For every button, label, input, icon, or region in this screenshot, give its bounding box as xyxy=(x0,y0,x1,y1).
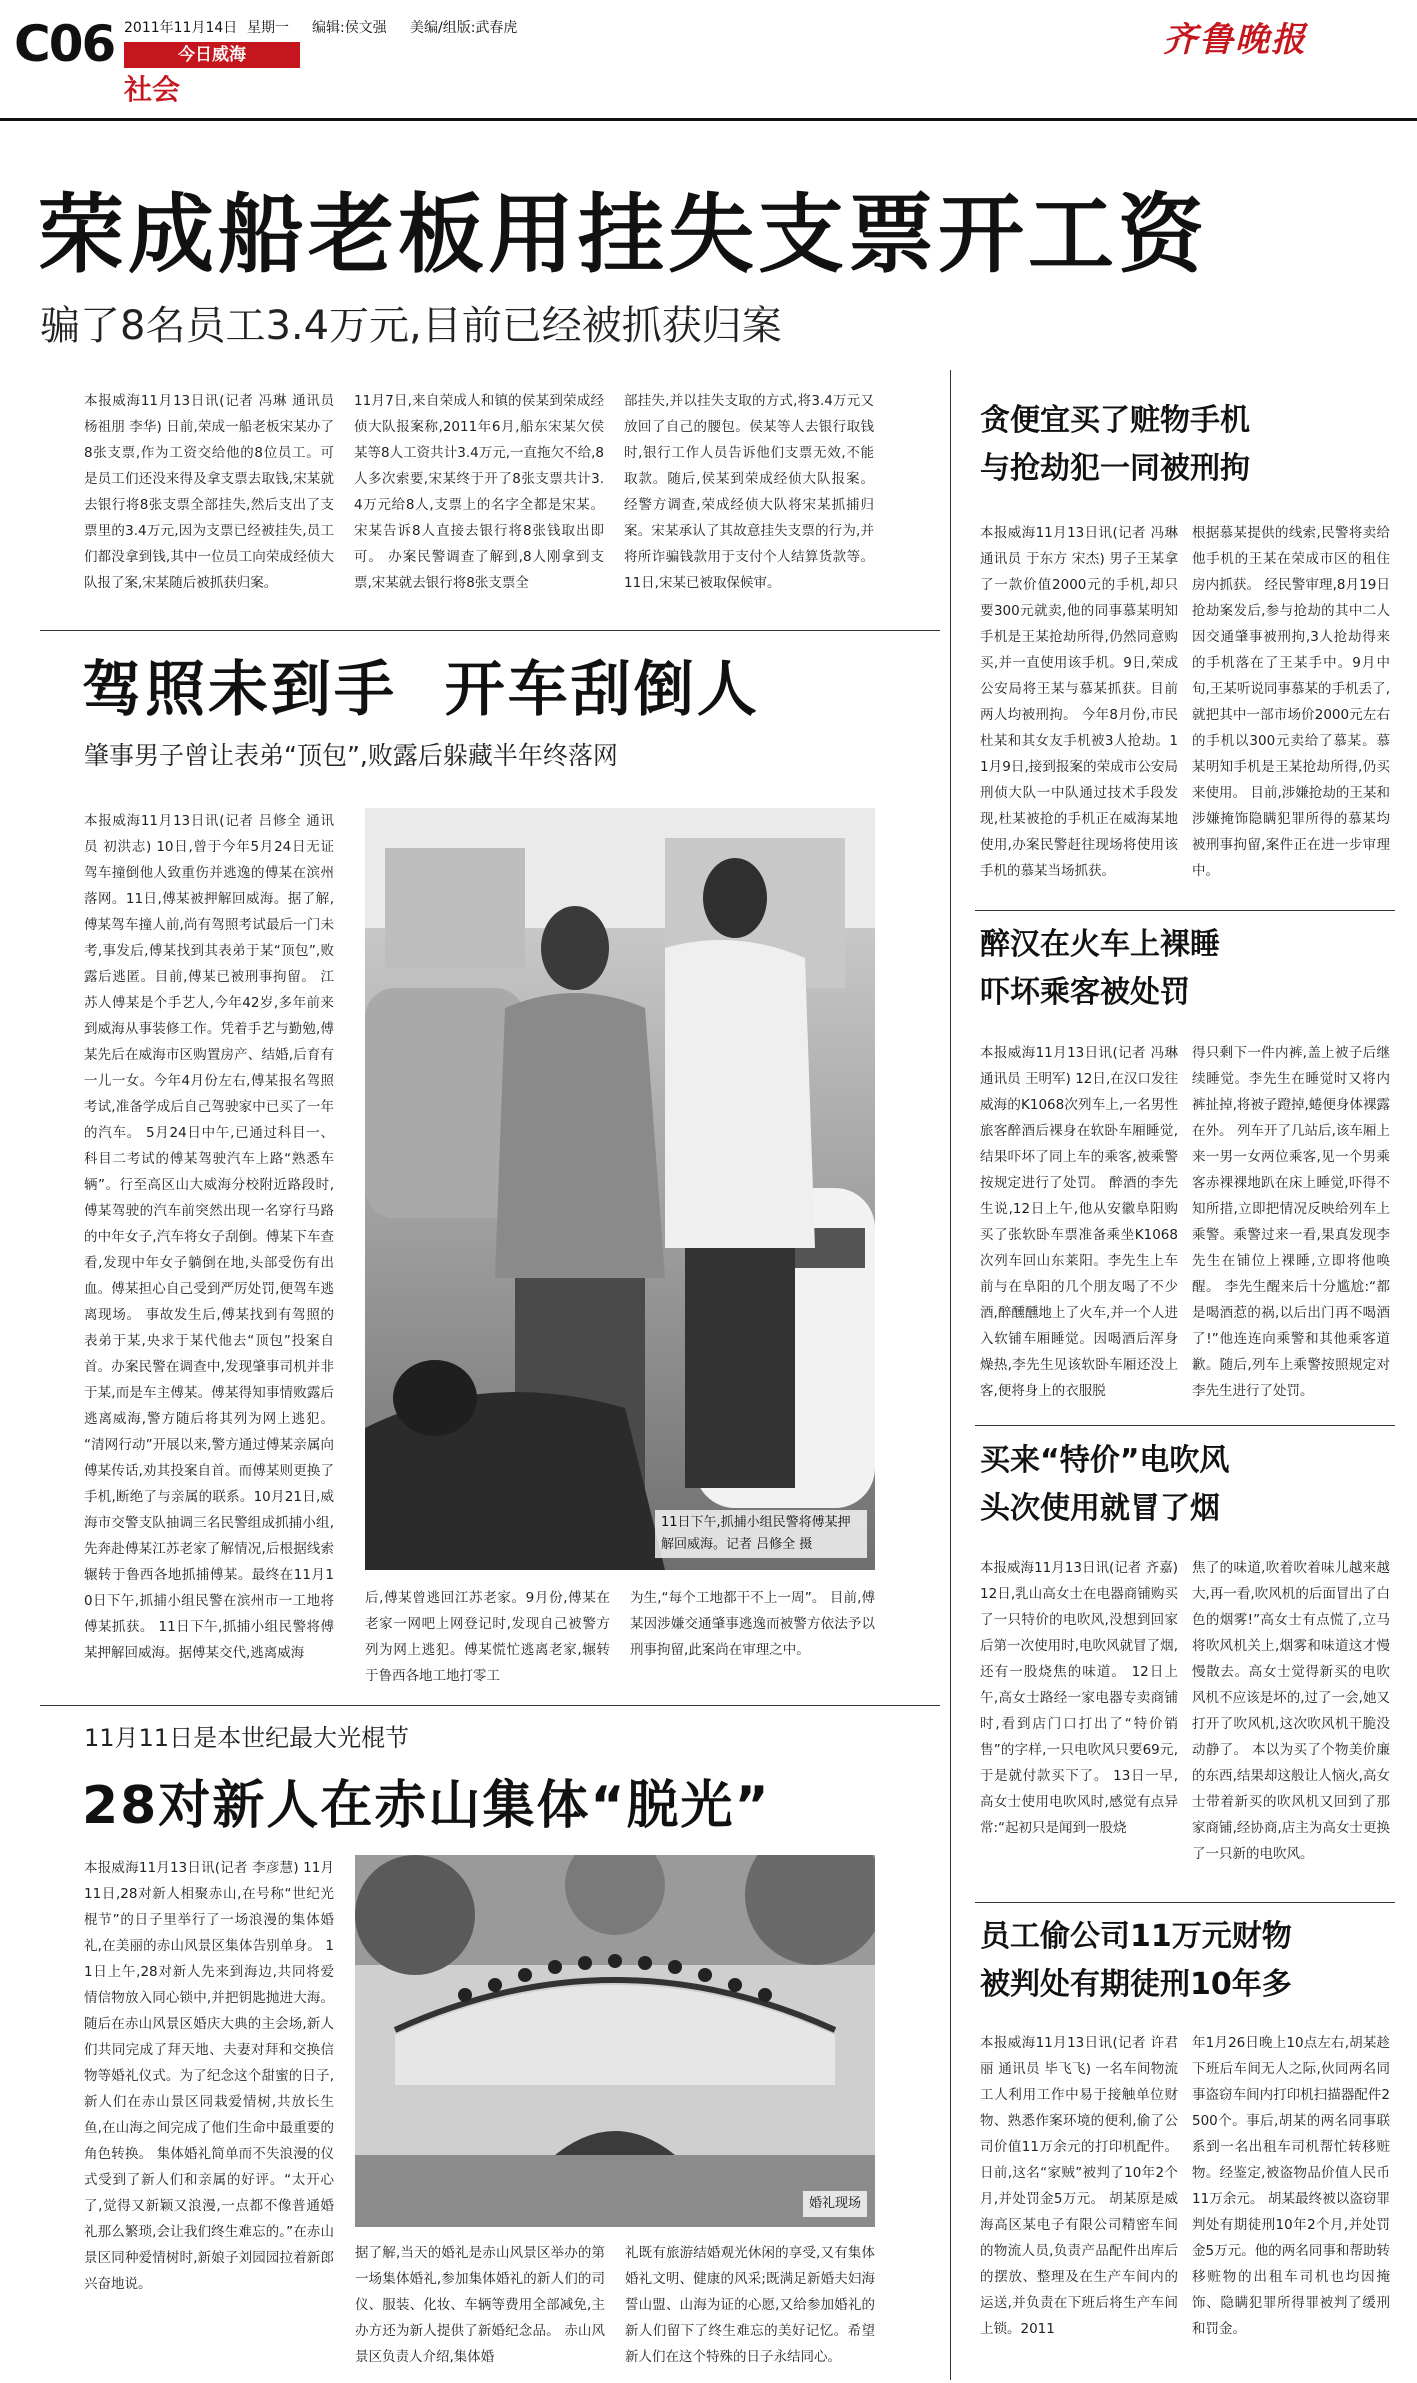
page-header xyxy=(0,0,1417,125)
story2-bottom-rule xyxy=(40,1705,940,1706)
side3-column-2: 焦了的味道,吹着吹着味儿越来越大,再一看,吹风机的后面冒出了白色的烟雾!”高女士有点慌了,立马将吹风机关上,烟雾和味道这才慢慢散去。高女士觉得新买的电吹风机不应该是坏的,过了一会,她又打开了吹风机,这次吹风机干脆没动静了。 本以为买了个物美价廉的东西,结果却这般让人恼火,高女士带着新买的吹风机又回到了那家商铺,经协商,店主为高女士更换了一只新的电吹风。 xyxy=(1192,1560,1390,1862)
arrest-scene-image xyxy=(365,808,875,1570)
side4-column-2: 年1月26日晚上10点左右,胡某趁下班后车间无人之际,伙同两名同事盗窃车间内打印机扫描器配件2500个。事后,胡某的两名同事联系到一名出租车司机帮忙转移赃物。经鉴定,被盗物品价值人民币11万余元。 胡某最终被以盗窃罪判处有期徒刑10年2个月,并处罚金5万元。他的两名同事和帮助转移赃物的出租车司机也均因掩饰、隐瞒犯罪所得罪被判了缓刑和罚金。 xyxy=(1192,2035,1390,2337)
side3-headline-line1: 买来“特价”电吹风 xyxy=(980,1443,1230,1478)
side3-bottom-rule xyxy=(975,1902,1395,1903)
side2-headline-line2: 吓坏乘客被处罚 xyxy=(980,975,1190,1010)
header-designer: 美编/组版:武春虎 xyxy=(410,20,518,36)
main-column-divider xyxy=(950,370,951,2380)
story3-column-2: 据了解,当天的婚礼是赤山风景区举办的第一场集体婚礼,参加集体婚礼的新人们的司仪、服装、化妆、车辆等费用全部减免,主办方还为新人提供了新婚纪念品。 赤山风景区负责人介绍,集体婚 xyxy=(355,2245,605,2365)
side4-headline-line1: 员工偷公司11万元财物 xyxy=(980,1919,1292,1954)
page-number: C06 xyxy=(14,15,115,73)
side1-headline-line2: 与抢劫犯一同被刑拘 xyxy=(980,451,1250,486)
header-rule xyxy=(0,118,1417,121)
story2-column-1: 本报威海11月13日讯(记者 吕修全 通讯员 初洪志) 10日,曾于今年5月24日无证驾车撞倒他人致重伤并逃逸的傅某在滨州落网。11日,傅某被押解回威海。据了解,傅某驾车撞人前,尚有驾照考试最后一门未考,事发后,傅某找到其表弟于某“顶包”,败露后逃匿。目前,傅某已被刑事拘留。 江苏人傅某是个手艺人,今年42岁,多年前来到威海从事装修工作。凭着手艺与勤勉,傅某先后在威海市区购置房产、结婚,后育有一儿一女。今年4月份左右,傅某报名驾照考试,准备学成后自己驾驶家中已买了一年的汽车。 5月24日中午,已通过科目一、科目二考试的傅某驾驶汽车上路“熟悉车辆”。行至高区山大威海分校附近路段时,傅某驾驶的汽车前突然出现一名穿行马路的中年女子,汽车将女子刮倒。傅某下车查看,发现中年女子躺倒在地,头部受伤有出血。傅某担心自己受到严厉处罚,便驾车逃离现场。 事故发生后,傅某找到有驾照的表弟于某,央求于某代他去“顶包”投案自首。办案民警在调查中,发现肇事司机并非于某,而是车主傅某。傅某得知事情败露后逃离威海,警方随后将其列为网上逃犯。 “清网行动”开展以来,警方通过傅某亲属向傅某传话,劝其投案自首。而傅某则更换了手机,断绝了与亲属的联系。10月21日,威海市交警支队抽调三名民警组成抓捕小组,先奔赴傅某江苏老家了解情况,后根据线索辗转于鲁西各地抓捕傅某。最终在11月10日下午,抓捕小组民警在滨州市一工地将傅某抓获。 11日下午,抓捕小组民警将傅某押解回威海。据傅某交代,逃离威海 xyxy=(84,813,334,1661)
story2-photo xyxy=(365,808,875,1570)
side3-headline-line2: 头次使用就冒了烟 xyxy=(980,1491,1220,1526)
lead-column-2: 11月7日,来自荣成人和镇的侯某到荣成经侦大队报案称,2011年6月,船东宋某欠侯某等8人工资共计3.4万元,一直拖欠不给,8人多次索要,宋某终于开了8张支票共计3.4万元给8人,支票上的名字全都是宋某。宋某告诉8人直接去银行将8张钱取出即可。 办案民警调查了解到,8人刚拿到支票,宋某就去银行将8张支票全 xyxy=(354,393,604,591)
story2-column-2: 后,傅某曾逃回江苏老家。9月份,傅某在老家一网吧上网登记时,发现自己被警方列为网上逃犯。傅某慌忙逃离老家,辗转于鲁西各地工地打零工 xyxy=(365,1590,610,1684)
side2-bottom-rule xyxy=(975,1425,1395,1426)
lead-subhead: 骗了8名员工3.4万元,目前已经被抓获归案 xyxy=(40,303,782,349)
lead-bottom-rule xyxy=(40,630,940,631)
side1-bottom-rule xyxy=(975,910,1395,911)
story2-photo-caption: 11日下午,抓捕小组民警将傅某押解回威海。记者 吕修全 摄 xyxy=(655,1510,867,1558)
story3-photo-caption: 婚礼现场 xyxy=(803,2191,867,2217)
masthead-logo: 齐鲁晚报 xyxy=(1163,20,1307,60)
side1-headline-line1: 贪便宜买了赃物手机 xyxy=(980,403,1250,438)
side3-column-1: 本报威海11月13日讯(记者 齐嘉) 12日,乳山高女士在电器商铺购买了一只特价的电吹风,没想到回家后第一次使用时,电吹风就冒了烟,还有一股烧焦的味道。 12日上午,高女士路经一家电器专卖商铺时,看到店门口打出了“特价销售”的字样,一只电吹风只要69元,于是就付款买下了。 13日一早,高女士使用电吹风时,感觉有点异常:“起初只是闻到一股烧 xyxy=(980,1560,1178,1836)
lead-column-3: 部挂失,并以挂失支取的方式,将3.4万元又放回了自己的腰包。侯某等人去银行取钱时,银行工作人员告诉他们支票无效,不能取款。随后,侯某到荣成经侦大队报案。 经警方调查,荣成经侦大队将宋某抓捕归案。宋某承认了其故意挂失支票的行为,并将所诈骗钱款用于支付个人结算货款等。11日,宋某已被取保候审。 xyxy=(624,393,874,591)
side2-column-1: 本报威海11月13日讯(记者 冯琳 通讯员 王明军) 12日,在汉口发往威海的K1068次列车上,一名男性旅客醉酒后裸身在软卧车厢睡觉,结果吓坏了同上车的乘客,被乘警按规定进行了处罚。 醉酒的李先生说,12日上午,他从安徽阜阳购买了张软卧车票准备乘坐K1068次列车回山东莱阳。李先生上车前与在阜阳的几个朋友喝了不少酒,醉醺醺地上了火车,并一个人进入软铺车厢睡觉。因喝酒后浑身燥热,李先生见该软卧车厢还没上客,便将身上的衣服脱 xyxy=(980,1045,1178,1399)
side2-headline-line1: 醉汉在火车上裸睡 xyxy=(980,927,1220,962)
header-date: 2011年11月14日 xyxy=(124,20,238,36)
side4-column-1: 本报威海11月13日讯(记者 许君丽 通讯员 毕飞飞) 一名车间物流工人利用工作中易于接触单位财物、熟悉作案环境的便利,偷了公司价值11万余元的打印机配件。日前,这名“家贼”被判了10年2个月,并处罚金5万元。 胡某原是威海高区某电子有限公司精密车间的物流人员,负责产品配件出库后的摆放、整理及在生产车间内的运送,并负责在下班后将生产车间上锁。2011 xyxy=(980,2035,1178,2337)
header-editor: 编辑:侯文强 xyxy=(312,20,387,36)
story2-subhead: 肇事男子曾让表弟“顶包”,败露后躲藏半年终落网 xyxy=(84,741,618,770)
section-tag: 今日威海 xyxy=(124,42,300,68)
story3-photo xyxy=(355,1855,875,2227)
side2-column-2: 得只剩下一件内裤,盖上被子后继续睡觉。李先生在睡觉时又将内裤扯掉,将被子蹬掉,蜷便身体裸露在外。 列车开了几站后,该车厢上来一男一女两位乘客,见一个男乘客赤裸裸地趴在床上睡觉,吓得不知所措,立即把情况反映给列车上乘警。乘警过来一看,果真发现李先生在铺位上裸睡,立即将他唤醒。 李先生醒来后十分尴尬:“都是喝酒惹的祸,以后出门再不喝酒了!”他连连向乘警和其他乘客道歉。随后,列车上乘警按照规定对李先生进行了处罚。 xyxy=(1192,1045,1390,1399)
story3-column-1: 本报威海11月13日讯(记者 李彦慧) 11月11日,28对新人相聚赤山,在号称“世纪光棍节”的日子里举行了一场浪漫的集体婚礼,在美丽的赤山风景区集体告别单身。 11日上午,28对新人先来到海边,共同将爱情信物放入同心锁中,并把钥匙抛进大海。随后在赤山风景区婚庆大典的主会场,新人们共同完成了拜天地、夫妻对拜和交换信物等婚礼仪式。为了纪念这个甜蜜的日子,新人们在赤山景区同栽爱情树,共放长生鱼,在山海之间完成了他们生命中最重要的角色转换。 集体婚礼简单而不失浪漫的仪式受到了新人们和亲属的好评。“太开心了,觉得又新颖又浪漫,一点都不像普通婚礼那么繁琐,会让我们终生难忘的。”在赤山景区同种爱情树时,新娘子刘园园拉着新郎兴奋地说。 xyxy=(84,1860,334,2292)
story3-column-3: 礼既有旅游结婚观光休闲的享受,又有集体婚礼文明、健康的风采;既满足新婚夫妇海誓山盟、山海为证的心愿,又给参加婚礼的新人们留下了终生难忘的美好记忆。希望新人们在这个特殊的日子永结同心。 xyxy=(625,2245,875,2365)
story2-column-3: 为生,“每个工地都干不上一周”。 目前,傅某因涉嫌交通肇事逃逸而被警方依法予以刑事拘留,此案尚在审理之中。 xyxy=(630,1590,875,1658)
lead-headline: 荣成船老板用挂失支票开工资 xyxy=(38,185,1208,285)
lead-column-1: 本报威海11月13日讯(记者 冯琳 通讯员 杨祖朋 李华) 日前,荣成一船老板宋某办了8张支票,作为工资交给他的8位员工。可是员工们还没来得及拿支票去取钱,宋某就去银行将8张支票全部挂失,然后支出了支票里的3.4万元,因为支票已经被挂失,员工们都没拿到钱,其中一位员工向荣成经侦大队报了案,宋某随后被抓获归案。 xyxy=(84,393,334,591)
side1-column-1: 本报威海11月13日讯(记者 冯琳 通讯员 于东方 宋杰) 男子王某拿了一款价值2000元的手机,却只要300元就卖,他的同事慕某明知手机是王某抢劫所得,仍然同意购买,并一直使用该手机。9日,荣成公安局将王某与慕某抓获。目前两人均被刑拘。 今年8月份,市民杜某和其女友手机被3人抢劫。11月9日,接到报案的荣成市公安局刑侦大队一中队通过技术手段发现,杜某被抢的手机正在威海某地使用,办案民警赶往现场将使用该手机的慕某当场抓获。 xyxy=(980,525,1178,879)
story3-headline: 28对新人在赤山集体“脱光” xyxy=(82,1776,771,1836)
story2-headline: 驾照未到手 开车刮倒人 xyxy=(82,655,760,725)
side4-headline-line2: 被判处有期徒刑10年多 xyxy=(980,1967,1292,2002)
side1-column-2: 根据慕某提供的线索,民警将卖给他手机的王某在荣成市区的租住房内抓获。 经民警审理,8月19日抢劫案发后,参与抢劫的其中二人因交通肇事被刑拘,3人抢劫得来的手机落在了王某手中。9月中旬,王某听说同事慕某的手机丢了,就把其中一部市场价2000元左右的手机以300元卖给了慕某。慕某明知手机是王某抢劫所得,仍买来使用。 目前,涉嫌抢劫的王某和涉嫌掩饰隐瞒犯罪所得的慕某均被刑事拘留,案件正在进一步审理中。 xyxy=(1192,525,1390,879)
header-weekday: 星期一 xyxy=(247,20,289,36)
section-name: 社会 xyxy=(124,73,181,106)
wedding-scene-image xyxy=(355,1855,875,2227)
story3-kicker: 11月11日是本世纪最大光棍节 xyxy=(84,1724,410,1752)
